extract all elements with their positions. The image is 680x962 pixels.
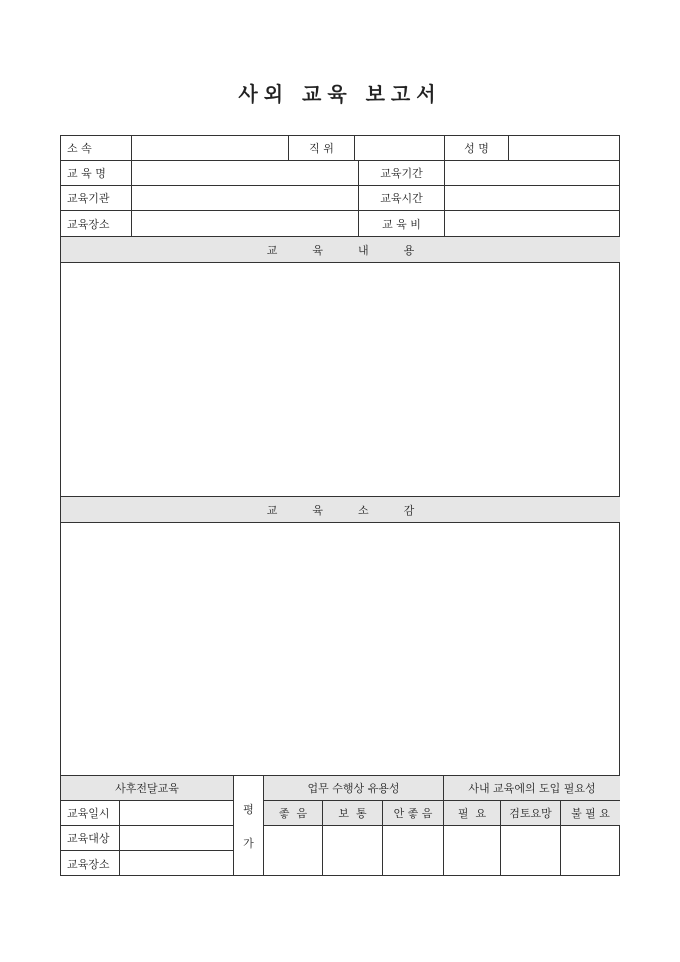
affiliation-input[interactable] — [132, 136, 289, 161]
usefulness-good-cell[interactable] — [264, 826, 323, 876]
cost-label: 교 육 비 — [359, 211, 445, 237]
need-option-unnecessary: 불 필 요 — [561, 801, 620, 826]
transfer-place-label: 교육장소 — [61, 851, 120, 876]
institution-input[interactable] — [132, 186, 359, 211]
report-form — [60, 135, 620, 876]
course-hours-label: 교육시간 — [359, 186, 445, 211]
need-option-review: 검토요망 — [501, 801, 561, 826]
affiliation-label: 소 속 — [61, 136, 132, 161]
position-input[interactable] — [355, 136, 445, 161]
impression-textarea[interactable] — [61, 523, 620, 776]
transfer-date-input[interactable] — [120, 801, 234, 826]
usefulness-title: 업무 수행상 유용성 — [264, 776, 444, 801]
evaluation-label — [234, 776, 264, 876]
usefulness-average-cell[interactable] — [323, 826, 383, 876]
need-unnecessary-cell[interactable] — [561, 826, 620, 876]
course-name-label: 교 육 명 — [61, 161, 132, 186]
evaluation-label-top: 평 — [243, 803, 254, 816]
position-label: 직 위 — [289, 136, 355, 161]
name-label: 성 명 — [445, 136, 509, 161]
location-label: 교육장소 — [61, 211, 132, 237]
usefulness-option-bad: 안 좋 음 — [383, 801, 444, 826]
usefulness-bad-cell[interactable] — [383, 826, 444, 876]
content-textarea[interactable] — [61, 263, 620, 497]
usefulness-option-good: 좋 음 — [264, 801, 323, 826]
cost-input[interactable] — [445, 211, 620, 237]
need-review-cell[interactable] — [501, 826, 561, 876]
transfer-target-input[interactable] — [120, 826, 234, 851]
course-name-input[interactable] — [132, 161, 359, 186]
course-hours-input[interactable] — [445, 186, 620, 211]
course-period-input[interactable] — [445, 161, 620, 186]
need-option-required: 필 요 — [444, 801, 501, 826]
evaluation-label-bottom: 가 — [243, 837, 254, 850]
location-input[interactable] — [132, 211, 359, 237]
transfer-place-input[interactable] — [120, 851, 234, 876]
adoption-need-title: 사내 교육에의 도입 필요성 — [444, 776, 620, 801]
transfer-target-label: 교육대상 — [61, 826, 120, 851]
course-period-label: 교육기간 — [359, 161, 445, 186]
document-title: 사외 교육 보고서 — [238, 82, 442, 106]
usefulness-option-average: 보 통 — [323, 801, 383, 826]
name-input[interactable] — [509, 136, 620, 161]
impression-section-title: 교 육 소 감 — [61, 497, 620, 523]
content-section-title: 교 육 내 용 — [61, 237, 620, 263]
need-required-cell[interactable] — [444, 826, 501, 876]
transfer-education-title: 사후전달교육 — [61, 776, 234, 801]
institution-label: 교육기관 — [61, 186, 132, 211]
transfer-date-label: 교육일시 — [61, 801, 120, 826]
